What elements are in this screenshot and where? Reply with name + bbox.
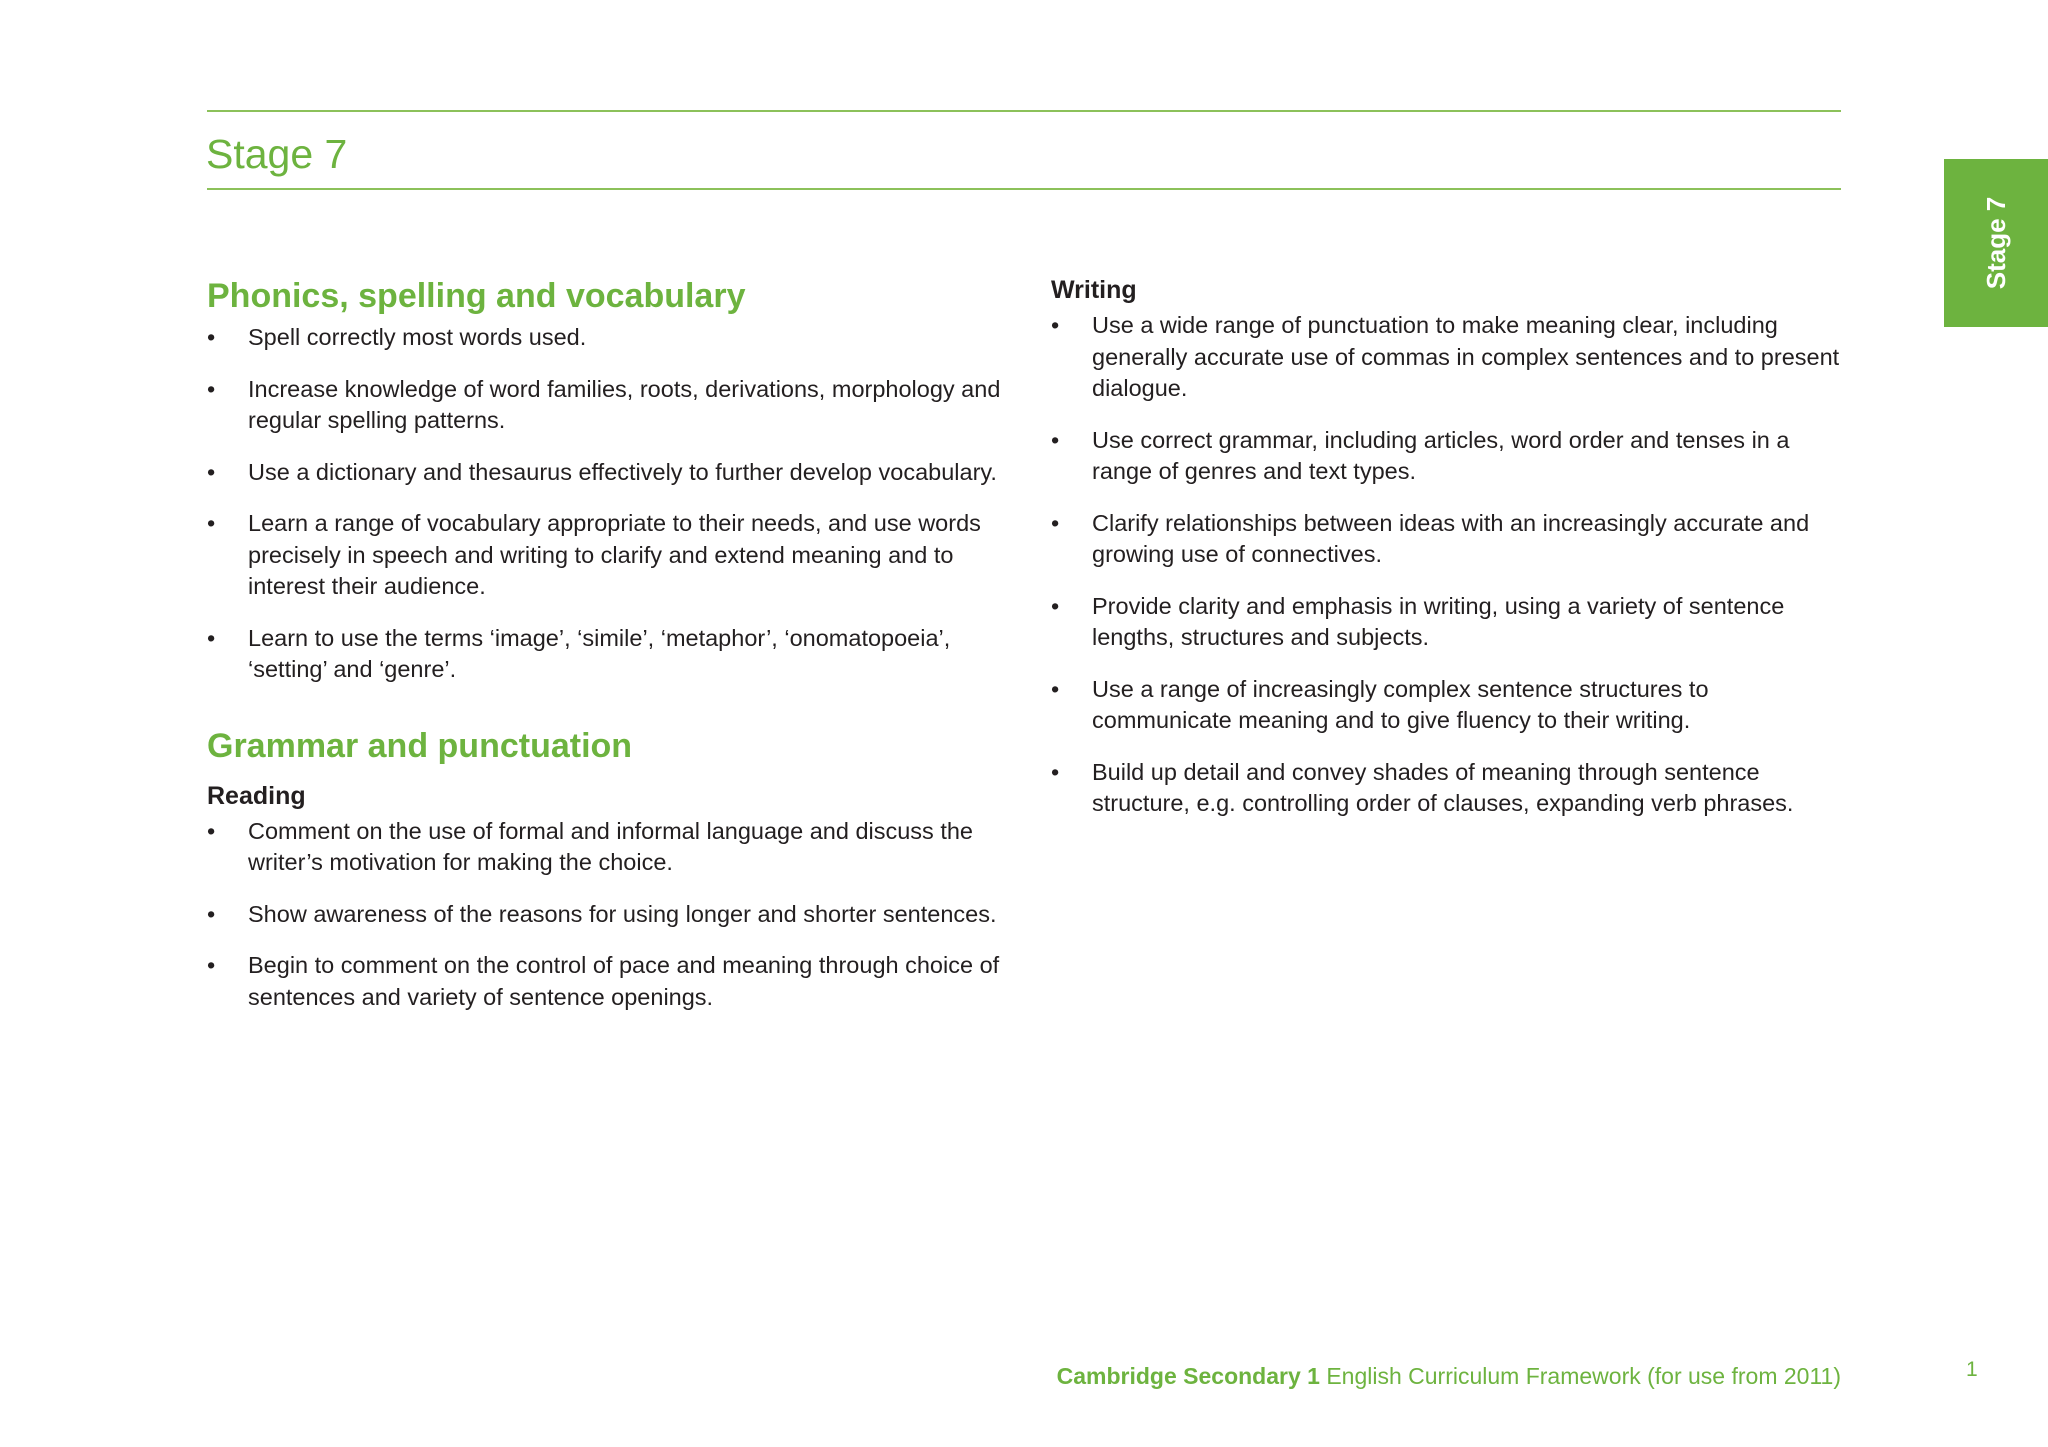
- section-heading-grammar: Grammar and punctuation: [207, 726, 633, 765]
- right-column: [1051, 270, 1851, 840]
- list-item: • Spell correctly most words used.: [207, 322, 1007, 354]
- page-number: 1: [1966, 1358, 1978, 1381]
- list-item: • Use a dictionary and thesaurus effectively to further develop vocabulary.: [207, 457, 1007, 489]
- list-item: • Begin to comment on the control of pace and meaning through choice of sentences and variety of sentence openings.: [207, 950, 1007, 1013]
- list-item: • Increase knowledge of word families, roots, derivations, morphology and regular spelling patterns.: [207, 374, 1007, 437]
- header-bottom-rule: [207, 188, 1841, 190]
- list-item: • Use a range of increasingly complex sentence structures to communicate meaning and to give fluency to their writing.: [1051, 674, 1851, 737]
- left-column: [207, 270, 1007, 1033]
- stage-side-tab-label: Stage 7: [1981, 196, 2011, 290]
- list-item: • Show awareness of the reasons for using longer and shorter sentences.: [207, 899, 1007, 931]
- page-title: Stage 7: [206, 131, 348, 177]
- phonics-list: [207, 322, 1007, 686]
- list-item: • Comment on the use of formal and informal language and discuss the writer’s motivation for making the choice.: [207, 816, 1007, 879]
- section-heading-phonics: Phonics, spelling and vocabulary: [207, 277, 746, 315]
- header-top-rule: [207, 110, 1841, 112]
- reading-list: [207, 816, 1007, 1014]
- subheading-reading: Reading: [207, 781, 306, 810]
- writing-list: [1051, 310, 1851, 820]
- list-item: • Use a wide range of punctuation to make meaning clear, including generally accurate use of commas in complex sentences and to present dialogue.: [1051, 310, 1851, 405]
- subheading-writing: Writing: [1051, 276, 1137, 304]
- list-item: • Build up detail and convey shades of meaning through sentence structure, e.g. controlling order of clauses, expanding verb phrases.: [1051, 757, 1851, 820]
- list-item: • Provide clarity and emphasis in writing, using a variety of sentence lengths, structures and subjects.: [1051, 591, 1851, 654]
- stage-side-tab: [1944, 159, 2048, 327]
- footer: [1057, 1361, 1841, 1391]
- list-item: • Clarify relationships between ideas with an increasingly accurate and growing use of connectives.: [1051, 508, 1851, 571]
- footer-text: English Curriculum Framework (for use from 2011): [1326, 1363, 1841, 1389]
- list-item: • Use correct grammar, including articles, word order and tenses in a range of genres and text types.: [1051, 425, 1851, 488]
- footer-brand: Cambridge Secondary 1: [1056, 1363, 1320, 1389]
- list-item: • Learn a range of vocabulary appropriate to their needs, and use words precisely in speech and writing to clarify and extend meaning and to interest their audience.: [207, 508, 1007, 603]
- list-item: • Learn to use the terms ‘image’, ‘simile’, ‘metaphor’, ‘onomatopoeia’, ‘setting’ and ‘genre’.: [207, 623, 1007, 686]
